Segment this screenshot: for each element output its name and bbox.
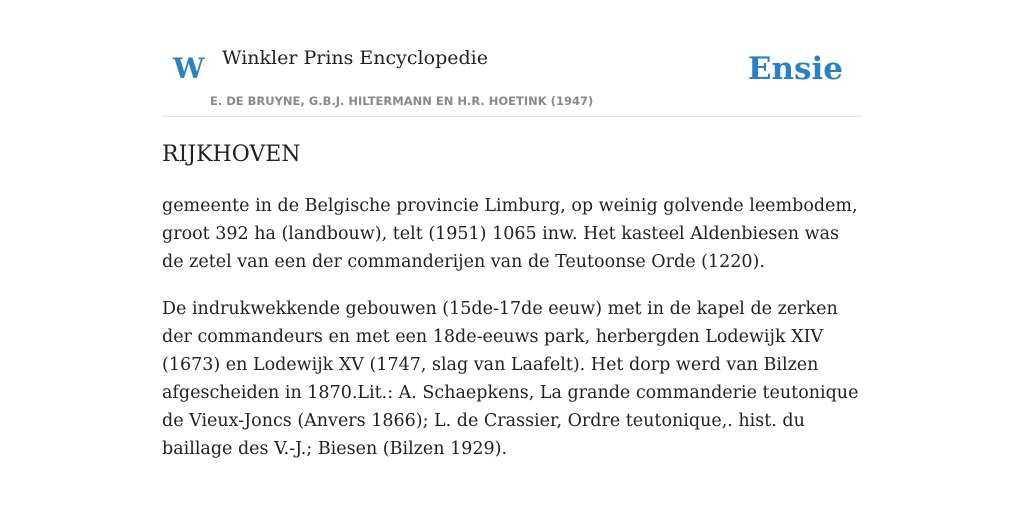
brand-logo[interactable]: Ensie (747, 51, 843, 87)
entry-title: RIJKHOVEN (162, 142, 301, 167)
authors-line: E. DE BRUYNE, G.B.J. HILTERMANN EN H.R. HOETINK (1947) (210, 94, 594, 108)
entry-body (162, 192, 862, 482)
site-title[interactable]: Winkler Prins Encyclopedie (222, 47, 488, 69)
entry-paragraph: gemeente in de Belgische provincie Limburg, op weinig golvende leembodem, groot 392 ha (landbouw), telt (1951) 1065 inw. Het kasteel Aldenbiesen was de zetel van een der commanderijen van de Teutoonse Orde (1220). (162, 196, 858, 272)
site-header (162, 0, 862, 117)
site-logo-w[interactable]: W (173, 52, 205, 85)
entry-paragraph: De indrukwekkende gebouwen (15de-17de eeuw) met in de kapel de zerken der commandeurs en met een 18de-eeuws park, herbergden Lodewijk XIV (1673) en Lodewijk XV (1747, slag van Laafelt). Het dorp werd van Bilzen afgescheiden in 1870.Lit.: A. Schaepkens, La grande commanderie teutonique de Vieux-Joncs (Anvers 1866); L. de Crassier, Ordre teutonique,. hist. du baillage des V.-J.; Biesen (Bilzen 1929). (162, 299, 859, 459)
